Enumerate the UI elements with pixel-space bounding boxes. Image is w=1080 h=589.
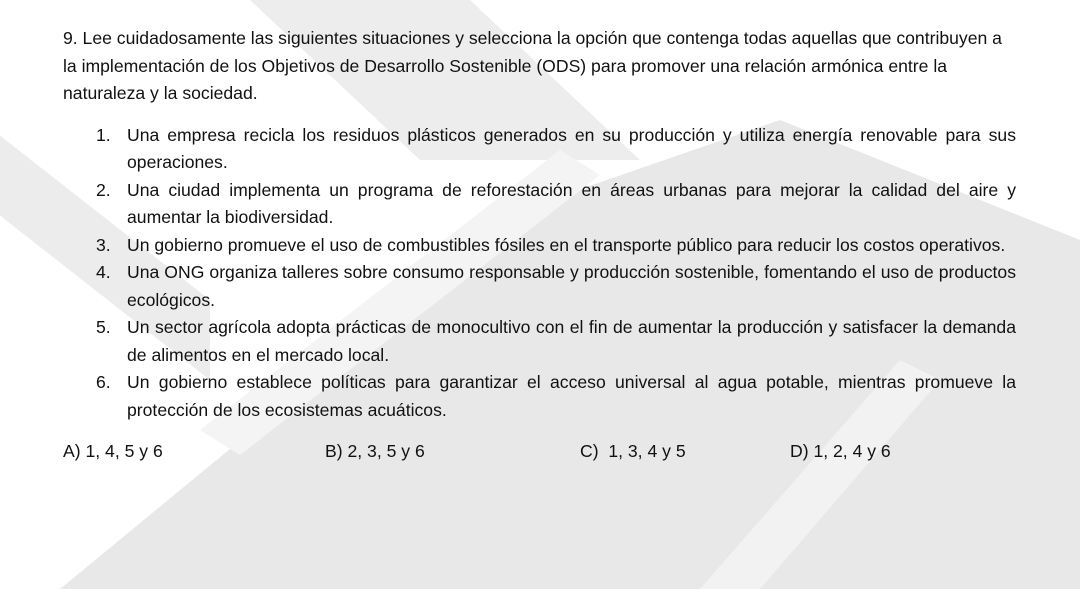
answer-options — [63, 438, 1016, 466]
list-item — [63, 177, 1016, 232]
item-text: Una empresa recicla los residuos plásticos generados en su producción y utiliza energía renovable para sus operaciones. — [127, 124, 1016, 172]
item-number: 1. — [96, 124, 111, 145]
question-text: 9. Lee cuidadosamente las siguientes situaciones y selecciona la opción que contenga todas aquellas que contribuyen a la implementación de los Objetivos de Desarrollo Sostenible (ODS) para promover una relación armónica entre la naturaleza y la sociedad. — [63, 28, 1002, 103]
item-number: 5. — [96, 317, 111, 337]
item-number: 3. — [96, 234, 111, 255]
item-text: Un gobierno establece políticas para garantizar el acceso universal al agua potable, mientras promueve la protección de los ecosistemas acuáticos. — [127, 372, 1016, 420]
list-item — [63, 259, 1016, 314]
item-text: Un sector agrícola adopta prácticas de monocultivo con el fin de aumentar la producción y satisfacer la demanda de alimentos en el mercado local. — [127, 317, 1016, 365]
item-text: Un gobierno promueve el uso de combustibles fósiles en el transporte público para reducir los costos operativos. — [127, 234, 1006, 255]
situations-list — [63, 122, 1016, 425]
item-number: 2. — [96, 179, 111, 200]
list-item — [63, 232, 1016, 260]
list-item — [63, 369, 1016, 424]
list-item — [63, 122, 1016, 177]
option-a[interactable]: A) 1, 4, 5 y 6 — [63, 441, 163, 461]
item-number: 6. — [96, 372, 111, 392]
item-text: Una ONG organiza talleres sobre consumo responsable y producción sostenible, fomentando el uso de productos ecológicos. — [127, 262, 1016, 310]
option-c[interactable]: C) 1, 3, 4 y 5 — [580, 441, 686, 461]
list-item — [63, 314, 1016, 369]
question-block — [63, 25, 1016, 466]
item-text: Una ciudad implementa un programa de reforestación en áreas urbanas para mejorar la calidad del aire y aumentar la biodiversidad. — [127, 179, 1016, 227]
option-b[interactable]: B) 2, 3, 5 y 6 — [325, 441, 425, 461]
item-number: 4. — [96, 262, 111, 282]
option-d[interactable]: D) 1, 2, 4 y 6 — [790, 441, 891, 461]
